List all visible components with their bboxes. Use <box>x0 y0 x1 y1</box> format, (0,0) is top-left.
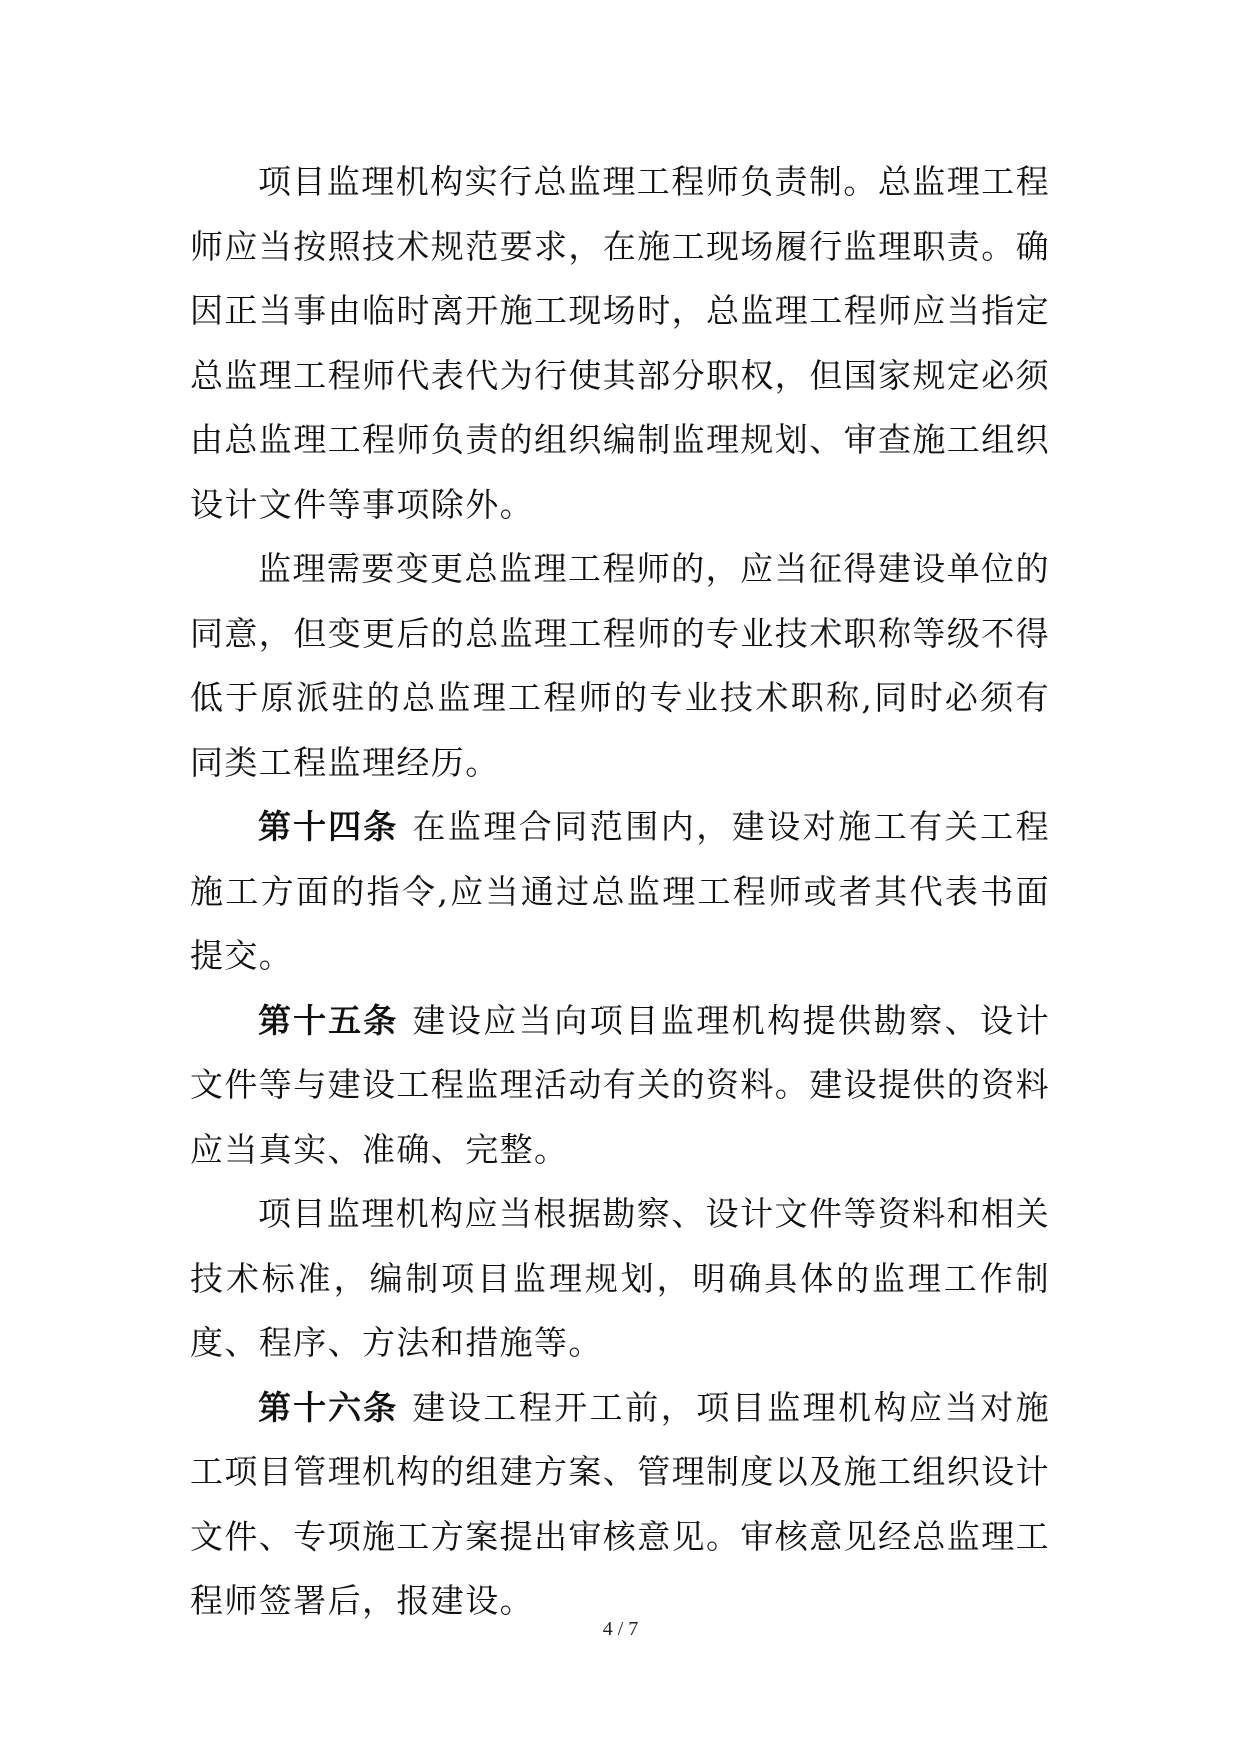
paragraph <box>190 150 1050 537</box>
paragraph-text: 在监理合同范围内，建设对施工有关工程施工方面的指令,应当通过总监理工程师或者其代表书面提交。 <box>190 807 1050 975</box>
paragraph-text: 项目监理机构实行总监理工程师负责制。总监理工程师应当按照技术规范要求，在施工现场履行监理职责。确因正当事由临时离开施工现场时，总监理工程师应当指定总监理工程师代表代为行使其部分职权，但国家规定必须由总监理工程师负责的组织编制监理规划、审查施工组织设计文件等事项除外。 <box>190 162 1050 524</box>
article-number: 第十六条 <box>258 1387 399 1427</box>
article-number: 第十五条 <box>258 1000 399 1040</box>
paragraph-text: 监理需要变更总监理工程师的，应当征得建设单位的同意，但变更后的总监理工程师的专业技术职称等级不得低于原派驻的总监理工程师的专业技术职称,同时必须有同类工程监理经历。 <box>190 549 1050 782</box>
page-number: 4 / 7 <box>602 1618 639 1640</box>
document-body <box>190 150 1050 1634</box>
article-paragraph <box>190 795 1050 989</box>
paragraph <box>190 537 1050 795</box>
paragraph <box>190 1182 1050 1376</box>
article-paragraph <box>190 1376 1050 1634</box>
paragraph-text: 项目监理机构应当根据勘察、设计文件等资料和相关技术标准，编制项目监理规划，明确具体的监理工作制度、程序、方法和措施等。 <box>190 1194 1050 1362</box>
article-number: 第十四条 <box>258 807 399 846</box>
paragraph-text: 建设应当向项目监理机构提供勘察、设计文件等与建设工程监理活动有关的资料。建设提供的资料应当真实、准确、完整。 <box>190 1000 1050 1169</box>
article-paragraph <box>190 989 1050 1183</box>
paragraph-text: 建设工程开工前，项目监理机构应当对施工项目管理机构的组建方案、管理制度以及施工组织设计文件、专项施工方案提出审核意见。审核意见经总监理工程师签署后，报建设。 <box>190 1387 1050 1620</box>
